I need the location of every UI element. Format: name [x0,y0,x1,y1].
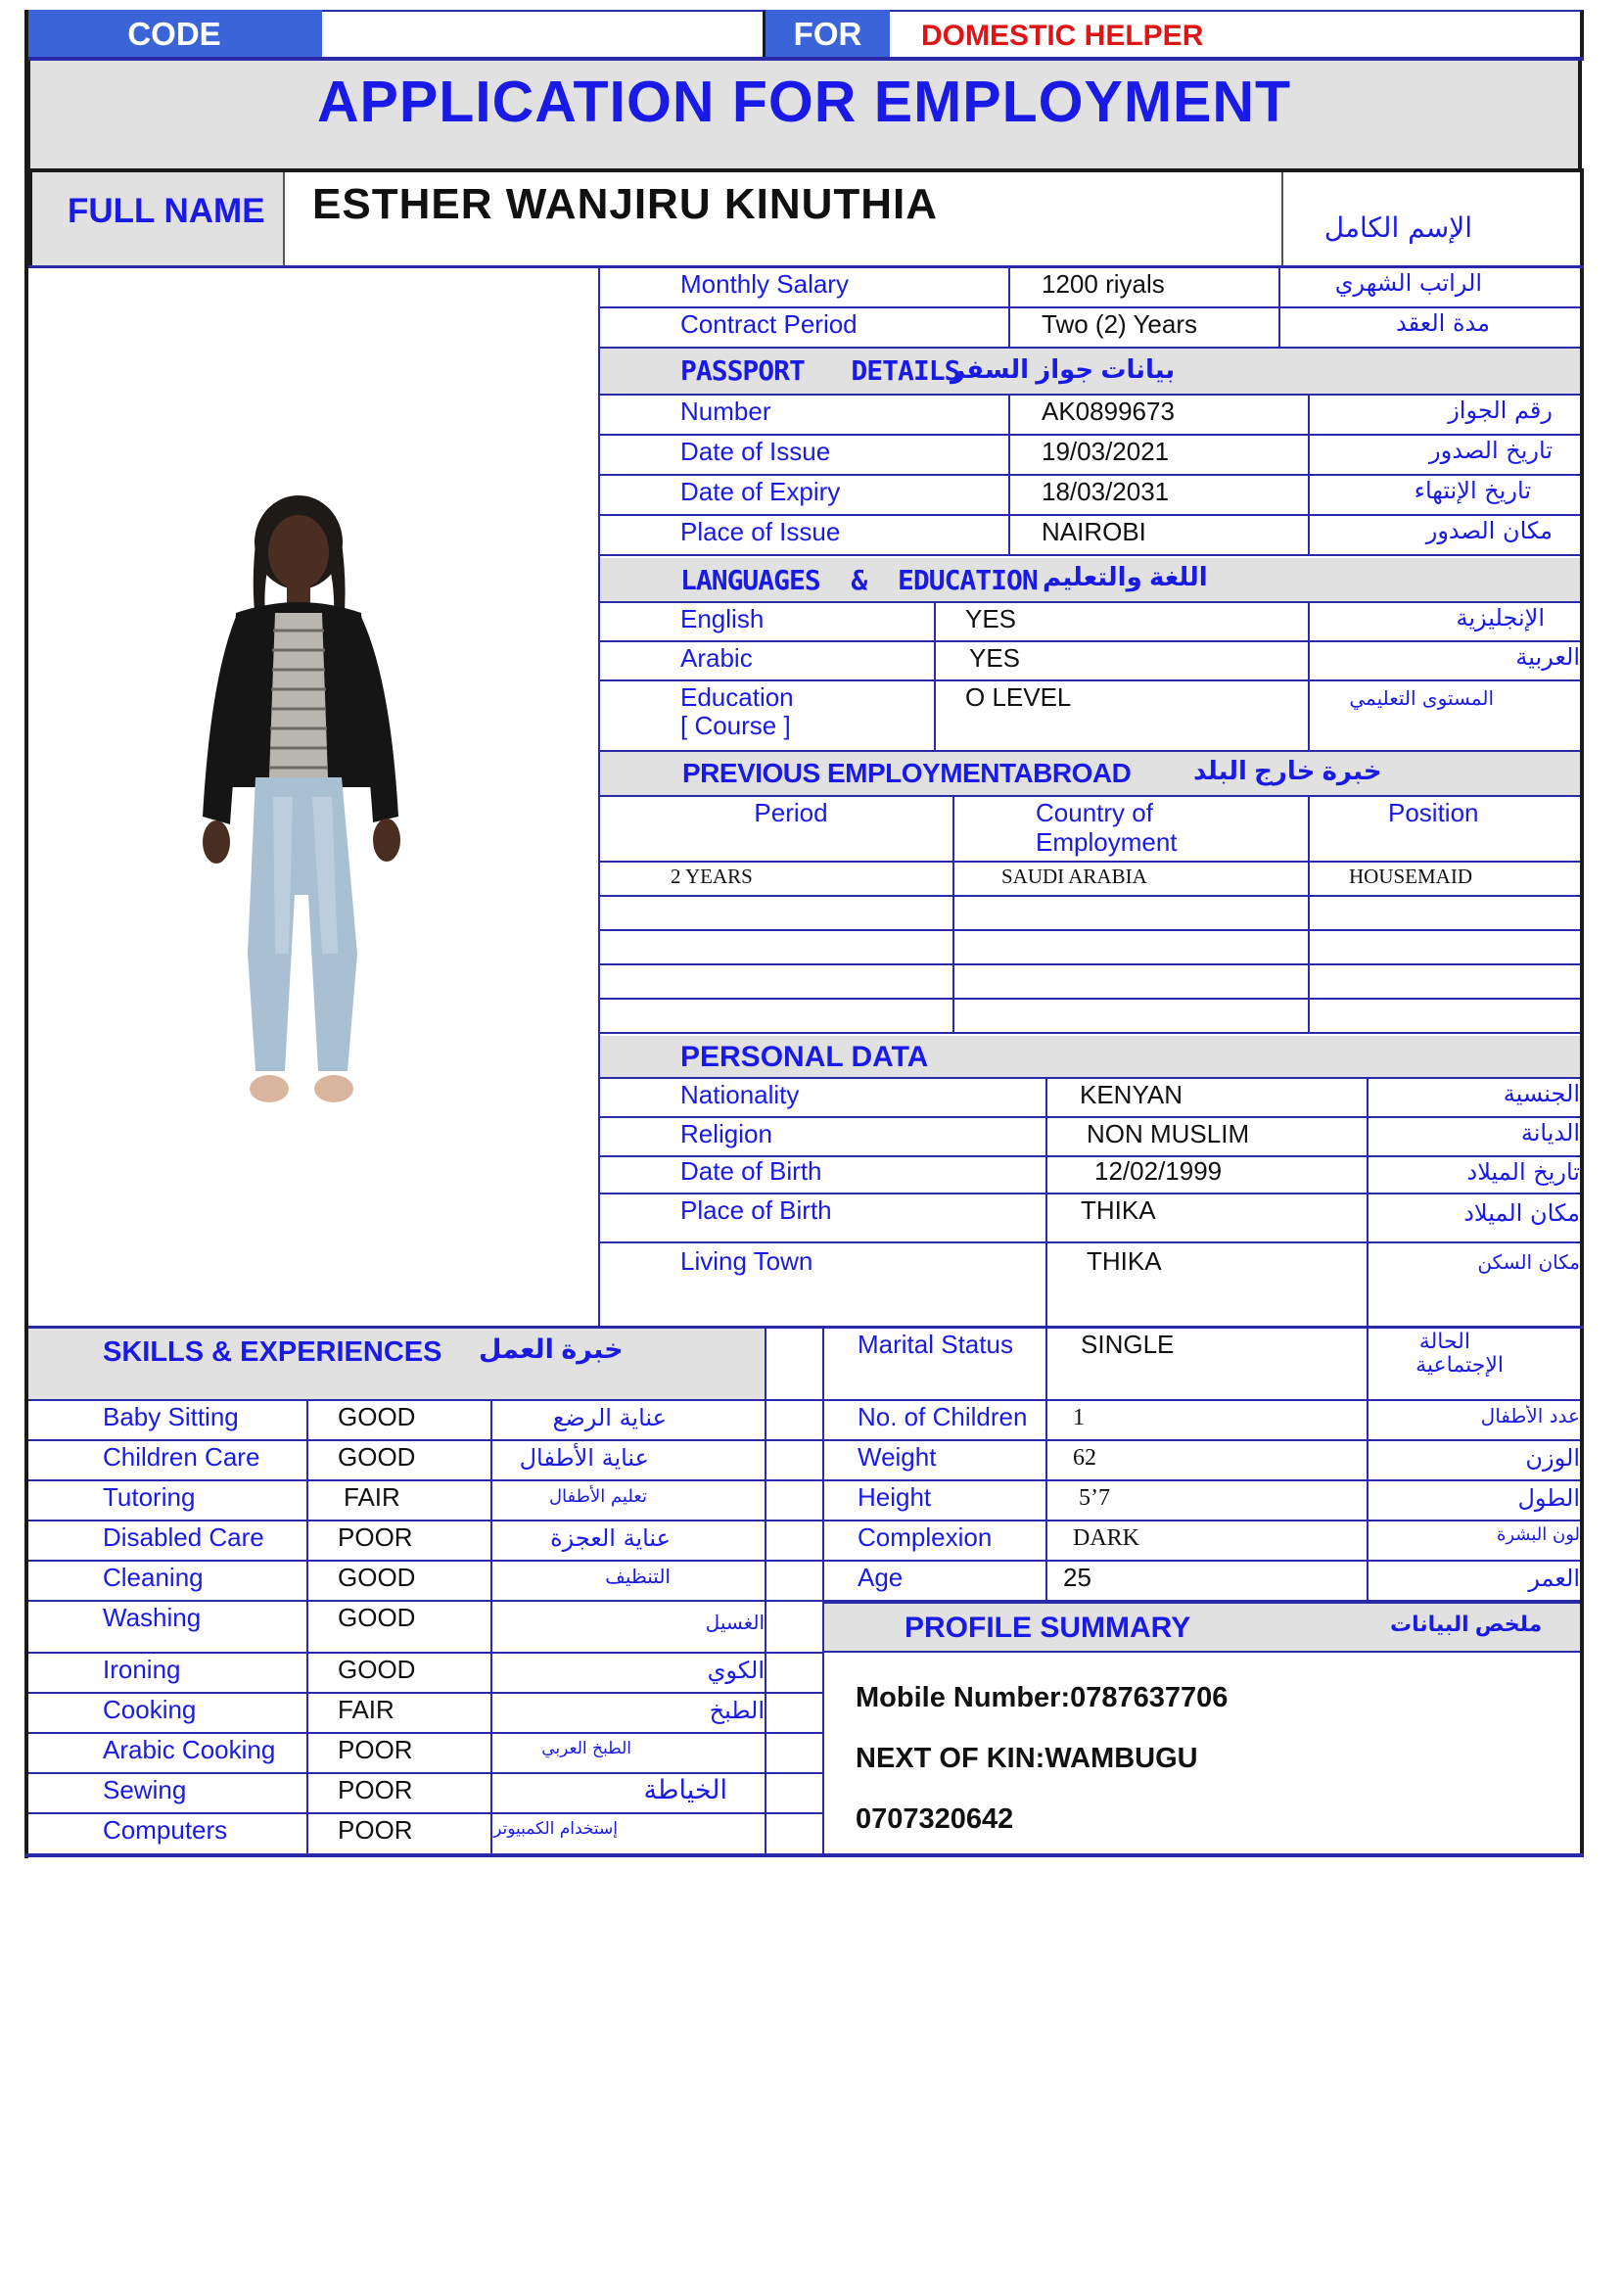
skill-value: GOOD [308,1562,492,1600]
language-label-ar: العربية [1515,644,1580,671]
skill-value: POOR [308,1734,492,1772]
skill-row [28,1654,824,1694]
profile-kin: NEXT OF KIN:WAMBUGU [856,1743,1198,1774]
language-row [600,642,1580,681]
personal-row [600,1157,1580,1194]
status-label: Height [824,1481,1047,1520]
skill-label-ar: التنظيف [492,1562,766,1600]
personal-label-ar: الجنسية [1503,1081,1580,1107]
full-name-label: FULL NAME [68,192,265,230]
skills-heading-ar: خبرة العمل [479,1334,624,1364]
personal-table [600,1079,1580,1328]
contract-value: Two (2) Years [1010,308,1280,347]
language-label-ar: الإنجليزية [1456,605,1545,632]
skill-gap [766,1602,824,1652]
personal-value: THIKA [1047,1243,1369,1328]
skill-label-ar: الخياطة [492,1774,766,1812]
employment-row-empty [600,1000,1580,1034]
personal-value: KENYAN [1047,1079,1369,1116]
contract-block [600,268,1584,349]
education-value: O LEVEL [936,681,1310,750]
for-label: FOR [766,10,890,59]
passport-value: 18/03/2031 [1010,476,1310,514]
skill-label: Ironing [28,1654,308,1692]
status-value: 5’7 [1047,1481,1369,1520]
language-value: YES [936,603,1310,640]
skill-label-ar: الطبخ [492,1694,766,1732]
personal-row [600,1118,1580,1157]
language-label: Arabic [600,642,936,679]
personal-row [600,1243,1580,1328]
skill-label: Baby Sitting [28,1401,308,1439]
skill-label: Cleaning [28,1562,308,1600]
marital-value: SINGLE [1047,1329,1369,1399]
passport-value: AK0899673 [1010,396,1310,434]
skill-label: Cooking [28,1694,308,1732]
profile-mobile: Mobile Number:0787637706 [856,1682,1229,1713]
contract-value: 1200 riyals [1010,268,1280,306]
profile-heading-ar: ملخص البيانات [1390,1612,1543,1636]
skill-gap [766,1401,824,1439]
applicant-photo [28,268,600,1328]
employment-row-empty [600,965,1580,1000]
skill-row [28,1774,824,1814]
passport-row [600,476,1580,516]
employment-row-empty [600,931,1580,965]
status-value: 62 [1047,1441,1369,1479]
marital-ar-cell [1369,1331,1580,1399]
skill-label-ar: الكوي [492,1654,766,1692]
passport-label: Date of Issue [600,436,1010,474]
marital-ar-2: الإجتماعية [1415,1354,1504,1379]
passport-table [600,396,1580,556]
passport-label-ar: تاريخ الصدور [1429,438,1553,464]
employment-header-row [600,797,1580,863]
status-value: 1 [1047,1401,1369,1439]
employment-heading-ar: خبرة خارج البلد [1193,756,1382,785]
passport-row [600,396,1580,436]
skill-label-ar: الغسيل [492,1602,766,1652]
personal-label-ar: مكان الميلاد [1463,1200,1580,1227]
skill-value: FAIR [308,1694,492,1732]
skill-label: Washing [28,1602,308,1652]
passport-label-ar: تاريخ الإنتهاء [1414,478,1531,504]
passport-label-ar: رقم الجواز [1448,398,1553,424]
personal-value: NON MUSLIM [1047,1118,1369,1155]
employment-heading-text: PREVIOUS EMPLOYMENTABROAD [682,758,1132,788]
personal-label: Religion [600,1118,1047,1155]
skill-label: Arabic Cooking [28,1734,308,1772]
full-name-label-cell [28,172,285,267]
education-label: Education [680,682,794,712]
personal-heading-text: PERSONAL DATA [680,1041,929,1073]
status-label-ar: العمر [1528,1566,1580,1592]
left-border [24,10,28,1858]
skill-row [28,1481,824,1521]
employment-period: 2 YEARS [600,863,954,895]
skills-heading [28,1329,766,1401]
skill-value: GOOD [308,1401,492,1439]
status-label-ar: الطول [1517,1485,1580,1512]
skill-value: FAIR [308,1481,492,1520]
skill-label: Children Care [28,1441,308,1479]
status-row [824,1521,1580,1562]
passport-label: Place of Issue [600,516,1010,554]
photo-cell [28,268,600,1328]
status-label-ar: لون البشرة [1496,1525,1580,1545]
employment-col-position: Position [1388,798,1479,827]
page-title: APPLICATION FOR EMPLOYMENT [26,61,1582,168]
personal-label-ar: الديانة [1520,1120,1580,1146]
language-label: English [600,603,936,640]
skill-gap [766,1734,824,1772]
skill-gap [766,1562,824,1600]
contract-row [600,308,1580,349]
passport-row [600,516,1580,556]
marital-row [824,1329,1580,1401]
marital-label: Marital Status [824,1329,1047,1399]
employment-position: HOUSEMAID [1349,865,1472,888]
personal-label: Living Town [600,1243,1047,1328]
passport-row [600,436,1580,476]
skill-gap [766,1521,824,1560]
skill-row [28,1441,824,1481]
status-label: Complexion [824,1521,1047,1560]
personal-label-ar: تاريخ الميلاد [1466,1159,1580,1186]
employment-col-period: Period [600,797,954,861]
skill-gap [766,1814,824,1853]
languages-heading-ar: اللغة والتعليم [1043,562,1208,591]
profile-heading [824,1602,1580,1653]
skill-label-ar: عناية العجزة [492,1521,766,1560]
personal-row [600,1194,1580,1243]
employment-row [600,863,1580,897]
skill-value: POOR [308,1774,492,1812]
status-row [824,1401,1580,1441]
code-label: CODE [26,10,322,59]
right-border [1580,268,1584,1856]
personal-heading [600,1036,1580,1079]
passport-label-ar: مكان الصدور [1425,518,1553,544]
status-label-ar: عدد الأطفال [1480,1405,1580,1427]
full-name-value-cell [285,172,1283,267]
skill-label: Computers [28,1814,308,1853]
passport-heading [600,349,1580,396]
education-sub: [ Course ] [680,710,791,740]
marital-ar-1: الحالة [1418,1331,1470,1354]
skill-gap [766,1654,824,1692]
employment-country: SAUDI ARABIA [954,863,1310,895]
personal-label: Nationality [600,1079,1047,1116]
employment-row-empty [600,897,1580,931]
for-value: DOMESTIC HELPER [890,10,1584,59]
skills-table [28,1401,824,1853]
contract-row [600,268,1580,308]
skill-label-ar: تعليم الأطفال [492,1481,766,1520]
personal-value: 12/02/1999 [1047,1157,1369,1193]
status-value: 25 [1047,1562,1369,1600]
skills-gap-cell [766,1329,824,1401]
skills-heading-text: SKILLS & EXPERIENCES [103,1336,442,1368]
bottom-border [24,1853,1584,1857]
status-label: Weight [824,1441,1047,1479]
education-row [600,681,1580,752]
skill-value: POOR [308,1814,492,1853]
full-name-value: ESTHER WANJIRU KINUTHIA [312,180,939,228]
skill-value: GOOD [308,1602,492,1652]
passport-value: NAIROBI [1010,516,1310,554]
skill-label-ar: عناية الأطفال [492,1441,766,1479]
skill-label-ar: الطبخ العربي [492,1734,766,1772]
profile-body [824,1653,1580,1853]
skill-row [28,1401,824,1441]
skill-label: Sewing [28,1774,308,1812]
code-value [322,10,766,59]
employment-heading [600,752,1580,797]
languages-heading [600,558,1580,603]
passport-label: Number [600,396,1010,434]
personal-label: Date of Birth [600,1157,1047,1193]
skill-label: Tutoring [28,1481,308,1520]
contract-label-ar: الراتب الشهري [1334,270,1482,297]
skill-value: GOOD [308,1654,492,1692]
languages-table [600,603,1580,752]
full-name-ar-cell [1283,172,1584,267]
personal-row [600,1079,1580,1118]
languages-heading-text: LANGUAGES & EDUCATION [680,564,1038,596]
contract-label-ar: مدة العقد [1396,310,1490,337]
passport-heading-ar: بيانات جواز السفر [951,354,1176,384]
skill-row [28,1734,824,1774]
language-row [600,603,1580,642]
skill-gap [766,1481,824,1520]
skill-gap [766,1441,824,1479]
contract-label: Monthly Salary [600,268,1010,306]
profile-kin-phone: 0707320642 [856,1803,1014,1835]
education-label-ar: المستوى التعليمي [1349,687,1494,710]
status-row [824,1562,1580,1602]
status-value: DARK [1047,1521,1369,1560]
passport-heading-text: PASSPORT DETAILS [680,354,960,387]
skill-row [28,1694,824,1734]
skill-value: GOOD [308,1441,492,1479]
education-label-cell [600,681,936,750]
status-label-ar: الوزن [1525,1445,1580,1472]
skill-gap [766,1694,824,1732]
passport-label: Date of Expiry [600,476,1010,514]
status-row [824,1441,1580,1481]
status-label: Age [824,1562,1047,1600]
skill-row [28,1602,824,1654]
contract-label: Contract Period [600,308,1010,347]
status-row [824,1481,1580,1521]
language-value: YES [936,642,1310,679]
personal-label: Place of Birth [600,1194,1047,1241]
skill-row [28,1814,824,1853]
skill-gap [766,1774,824,1812]
skill-row [28,1521,824,1562]
skill-label-ar: إستخدام الكمبيوتر [492,1814,766,1853]
employment-col-country-text: Country of Employment [1036,798,1178,857]
personal-label-ar: مكان السكن [1477,1251,1580,1274]
skill-label-ar: عناية الرضع [492,1401,766,1439]
skill-row [28,1562,824,1602]
employment-col-country [954,797,1310,861]
profile-heading-text: PROFILE SUMMARY [905,1612,1191,1644]
full-name-ar: الإسم الكامل [1323,211,1472,244]
personal-value: THIKA [1047,1194,1369,1241]
skill-label: Disabled Care [28,1521,308,1560]
status-table [824,1329,1580,1606]
status-label: No. of Children [824,1401,1047,1439]
passport-value: 19/03/2021 [1010,436,1310,474]
skill-value: POOR [308,1521,492,1560]
employment-table [600,797,1580,1036]
